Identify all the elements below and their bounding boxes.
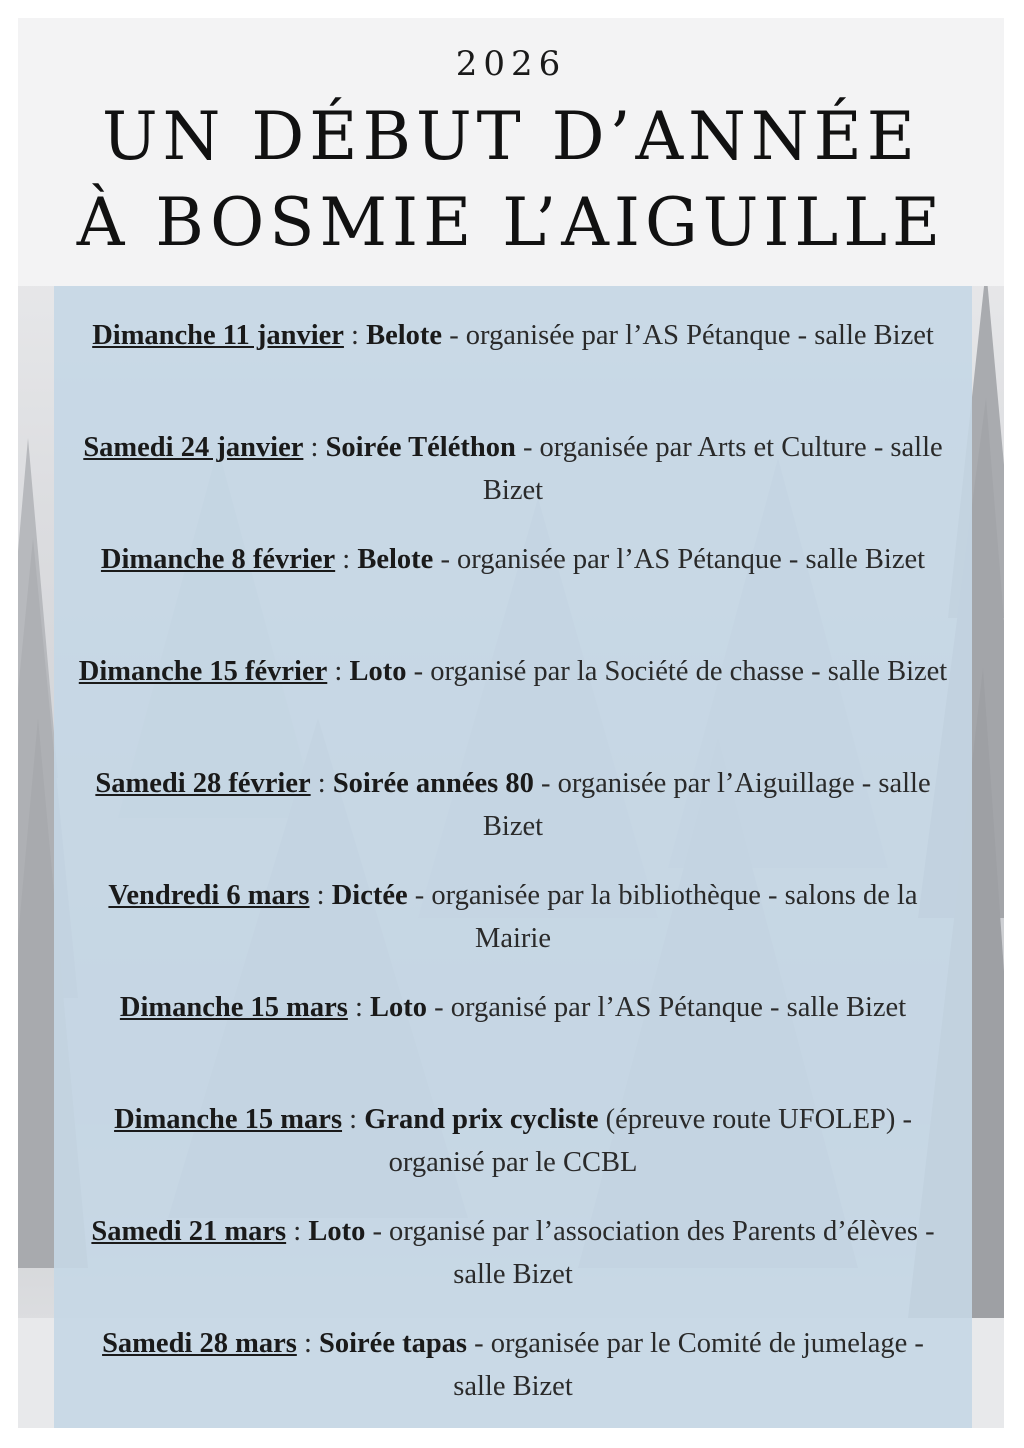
- event-name: Grand prix cycliste: [364, 1104, 599, 1135]
- event-separator: :: [296, 1328, 319, 1359]
- event-separator: :: [335, 544, 358, 575]
- events-list: [54, 314, 972, 1428]
- event-details: - organisée par l’AS Pétanque - salle Bizet: [442, 320, 934, 351]
- event-name: Loto: [349, 656, 407, 687]
- event-item: [73, 538, 953, 624]
- event-item: [73, 874, 953, 960]
- event-details: - organisée par la bibliothèque - salons de la Mairie: [407, 880, 918, 954]
- event-separator: :: [327, 656, 350, 687]
- title-line-1: UN DÉBUT D’ANNÉE: [102, 98, 920, 175]
- event-name: Soirée années 80: [332, 768, 534, 799]
- event-separator: :: [309, 880, 332, 911]
- event-details: - organisée par Arts et Culture - salle Bizet: [482, 432, 943, 506]
- event-item: [73, 314, 953, 400]
- event-item: [73, 426, 953, 512]
- event-separator: :: [342, 1104, 365, 1135]
- event-details: - organisé par l’association des Parents d’élèves - salle Bizet: [365, 1216, 935, 1290]
- event-separator: :: [347, 992, 371, 1023]
- event-details: - organisée par l’Aiguillage - salle Bizet: [482, 768, 931, 842]
- header: [18, 18, 1004, 286]
- event-name: Dictée: [331, 880, 408, 911]
- poster: [18, 18, 1004, 1428]
- event-name: Soirée Téléthon: [325, 432, 516, 463]
- events-panel: [54, 286, 972, 1428]
- event-date: Samedi 28 mars: [102, 1328, 297, 1359]
- event-date: Dimanche 11 janvier: [92, 320, 344, 351]
- event-item: [73, 986, 953, 1072]
- event-date: Vendredi 6 mars: [108, 880, 310, 911]
- event-separator: :: [286, 1216, 309, 1247]
- event-date: Dimanche 8 février: [100, 544, 336, 575]
- event-details: - organisé par la Société de chasse - salle Bizet: [406, 656, 948, 687]
- year-heading: 2026: [455, 44, 567, 84]
- event-date: Dimanche 15 mars: [119, 992, 348, 1023]
- event-name: Loto: [308, 1216, 366, 1247]
- event-date: Dimanche 15 mars: [114, 1104, 343, 1135]
- event-separator: :: [310, 768, 333, 799]
- event-date: Samedi 28 février: [95, 768, 311, 799]
- event-date: Samedi 24 janvier: [83, 432, 304, 463]
- event-date: Dimanche 15 février: [78, 656, 328, 687]
- event-separator: :: [343, 320, 367, 351]
- event-date: Samedi 21 mars: [91, 1216, 287, 1247]
- event-item: [73, 1098, 953, 1184]
- event-name: Loto: [370, 992, 428, 1023]
- event-name: Belote: [366, 320, 443, 351]
- event-details: - organisé par l’AS Pétanque - salle Bizet: [427, 992, 907, 1023]
- event-item: [73, 1210, 953, 1296]
- event-name: Soirée tapas: [319, 1328, 468, 1359]
- event-item: [73, 762, 953, 848]
- event-separator: :: [303, 432, 326, 463]
- event-item: [73, 650, 953, 736]
- event-name: Belote: [357, 544, 434, 575]
- title-line-2: À BOSMIE L’AIGUILLE: [76, 184, 946, 261]
- event-details: - organisée par le Comité de jumelage - salle Bizet: [453, 1328, 924, 1402]
- event-item: [73, 1322, 953, 1408]
- event-details: (épreuve route UFOLEP) - organisé par le CCBL: [388, 1104, 912, 1178]
- event-details: - organisée par l’AS Pétanque - salle Bizet: [433, 544, 926, 575]
